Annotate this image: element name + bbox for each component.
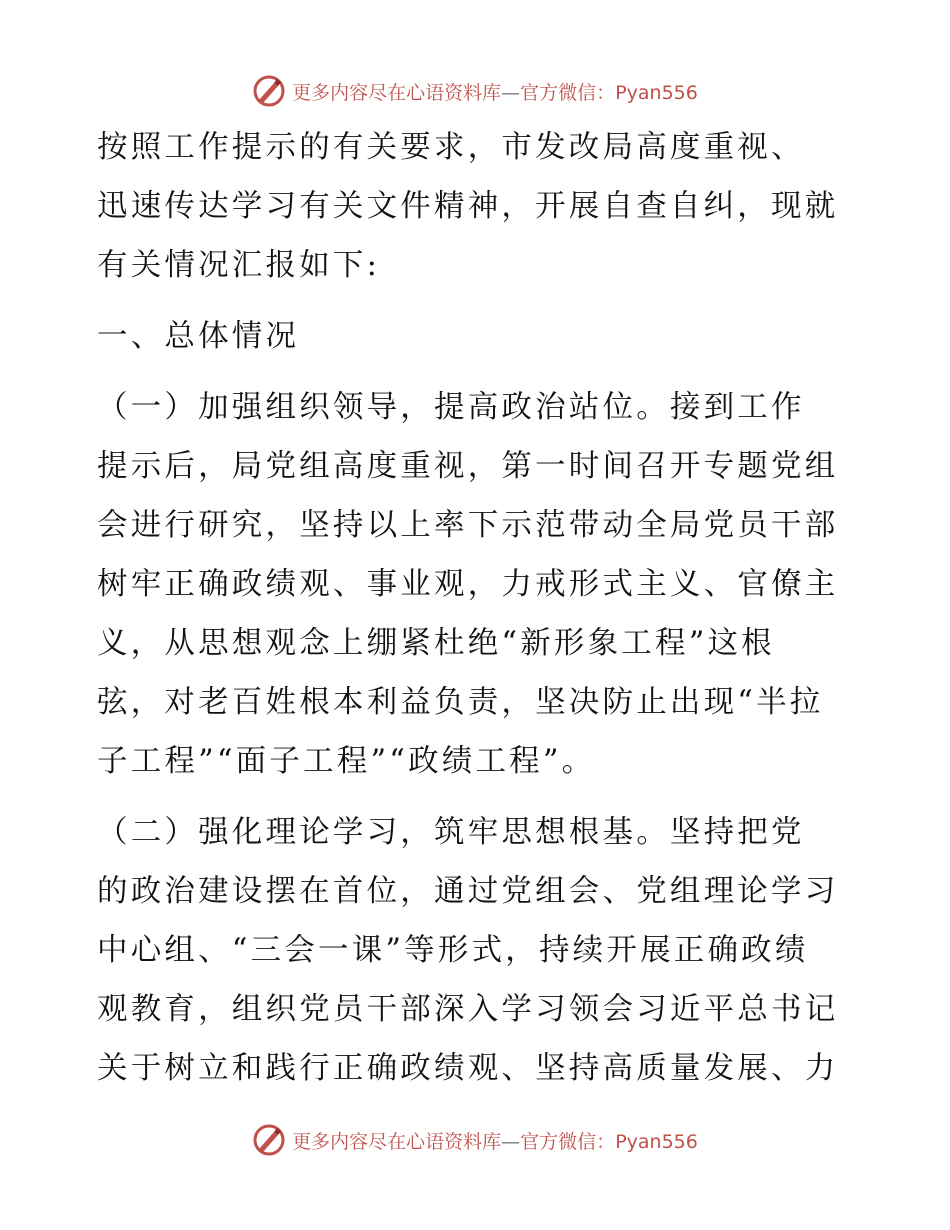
- heading-text: 一、总体情况: [97, 319, 300, 354]
- text-line: 中心组、“三会一课”等形式，持续开展正确政绩: [97, 933, 809, 968]
- text-line: 的政治建设摆在首位，通过党组会、党组理论学习: [97, 874, 839, 909]
- text-line: 按照工作提示的有关要求，市发改局高度重视、: [97, 130, 805, 165]
- watermark-wechat-label: 官方微信：: [520, 81, 616, 104]
- watermark-wechat-id: Pyan556: [615, 1130, 698, 1153]
- section-1-paragraph: [97, 378, 857, 791]
- section-2-paragraph: [97, 803, 857, 1098]
- text-line: 会进行研究，坚持以上率下示范带动全局党员干部: [97, 508, 839, 543]
- watermark-wechat-id: Pyan556: [615, 81, 698, 104]
- watermark-site-name: 更多内容尽在心语资料库: [292, 1130, 502, 1153]
- watermark-wechat-label: 官方微信：: [520, 1130, 616, 1153]
- text-line: 树牢正确政绩观、事业观，力戒形式主义、官僚主: [97, 567, 839, 602]
- text-line: （一）加强组织领导，提高政治站位。接到工作: [97, 390, 805, 425]
- pen-logo-icon: [252, 74, 286, 108]
- text-line: （二）强化理论学习，筑牢思想根基。坚持把党: [97, 815, 805, 850]
- intro-paragraph: [97, 118, 857, 295]
- watermark-separator: —: [501, 1130, 521, 1153]
- section-heading: [97, 307, 857, 366]
- watermark-header: [0, 73, 950, 109]
- text-line: 子工程”“面子工程”“政绩工程”。: [97, 744, 596, 779]
- text-line: 义，从思想观念上绷紧杜绝“新形象工程”这根: [97, 626, 775, 661]
- text-line: 弦，对老百姓根本利益负责，坚决防止出现“半拉: [97, 685, 824, 720]
- text-line: 关于树立和践行正确政绩观、坚持高质量发展、力: [97, 1051, 839, 1086]
- text-line: 有关情况汇报如下:: [97, 248, 381, 283]
- pen-logo-icon: [252, 1123, 286, 1157]
- text-line: 观教育，组织党员干部深入学习领会习近平总书记: [97, 992, 839, 1027]
- watermark-footer: [0, 1122, 950, 1158]
- document-body: [97, 118, 857, 1098]
- text-line: 提示后，局党组高度重视，第一时间召开专题党组: [97, 449, 839, 484]
- watermark-separator: —: [501, 81, 521, 104]
- watermark-text: [292, 78, 698, 105]
- text-line: 迅速传达学习有关文件精神，开展自查自纠，现就: [97, 189, 839, 224]
- watermark-site-name: 更多内容尽在心语资料库: [292, 81, 502, 104]
- watermark-text: [292, 1127, 698, 1154]
